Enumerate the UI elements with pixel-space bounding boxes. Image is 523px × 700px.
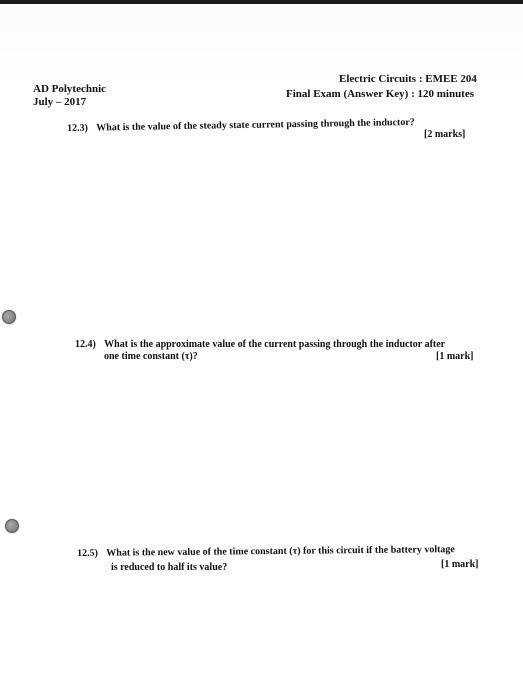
binder-hole <box>5 519 19 533</box>
question-text: What is the new value of the time constant (τ) for this circuit if the battery voltage <box>106 544 455 559</box>
question-marks: [2 marks] <box>424 129 466 140</box>
question-text-continued: one time constant (τ)? <box>104 351 198 362</box>
course-title: Electric Circuits : EMEE 204 <box>339 73 477 85</box>
question-text: What is the value of the steady state current passing through the inductor? <box>96 116 415 134</box>
exam-date: July – 2017 <box>33 96 87 108</box>
exam-info: Final Exam (Answer Key) : 120 minutes <box>286 88 475 100</box>
question-marks: [1 mark] <box>441 559 479 570</box>
binder-hole <box>2 310 16 324</box>
question-text: What is the approximate value of the current passing through the inductor after <box>104 339 446 350</box>
question-marks: [1 mark] <box>436 351 474 362</box>
question-number: 12.3) <box>67 122 89 134</box>
question-number: 12.5) <box>77 547 98 559</box>
question-number: 12.4) <box>75 339 96 350</box>
question-12-4 <box>75 339 445 351</box>
question-text-continued: is reduced to half its value? <box>111 562 228 573</box>
institution-name: AD Polytechnic <box>33 83 107 95</box>
